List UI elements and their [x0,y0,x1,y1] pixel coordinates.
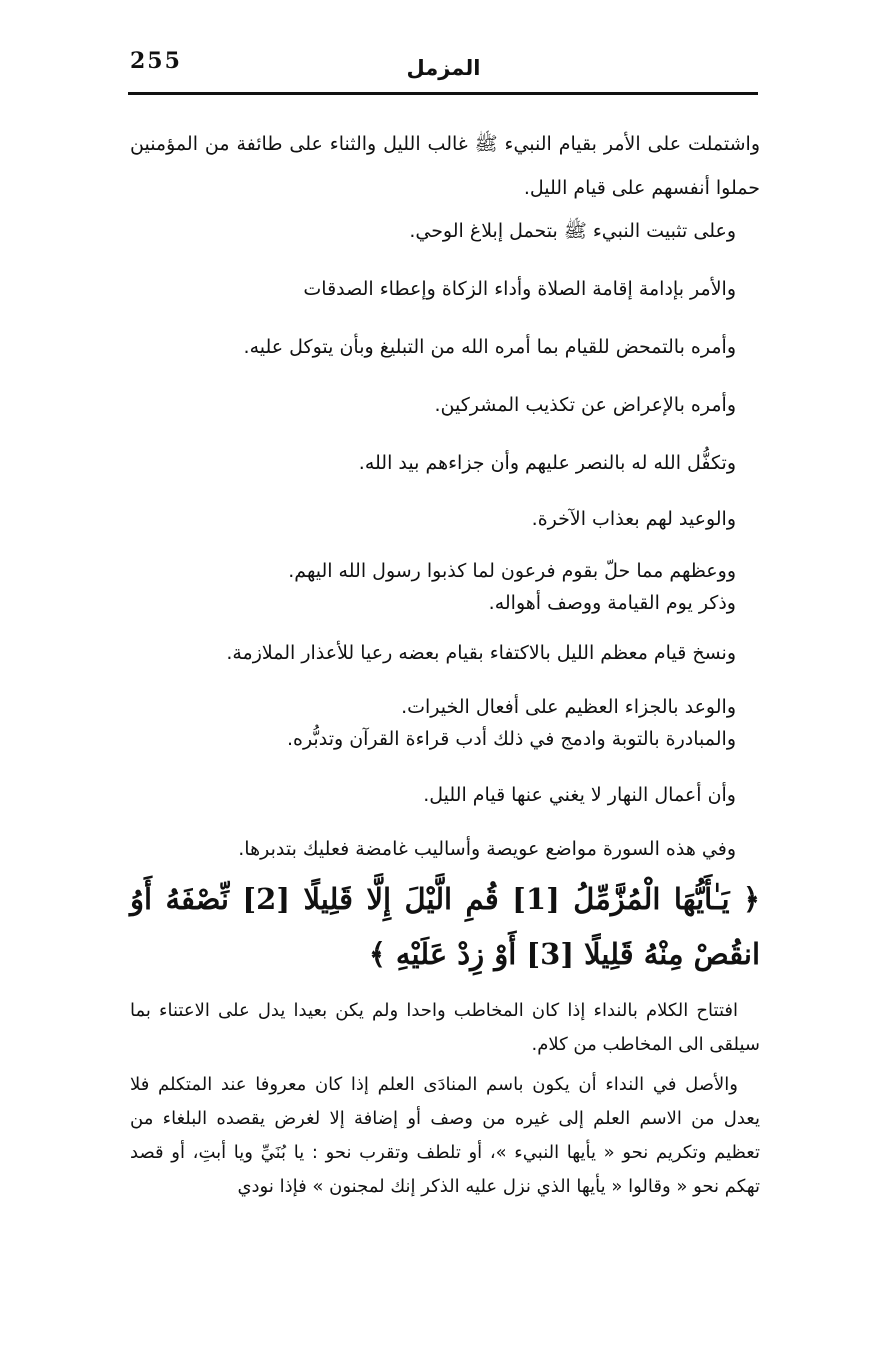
commentary-paragraph-1: افتتاح الكلام بالنداء إذا كان المخاطب واحدا ولم يكن بعيدا يدل على الاعتناء بما سيلقى الى المخاطب من كلام. [130,1000,760,1055]
page-header [0,0,887,100]
point-12: وأن أعمال النهار لا يغني عنها قيام الليل. [423,784,736,806]
quran-verse: ﴿ يَـٰأَيُّهَا الْمُزَّمِّلُ [1] قُمِ الَّيْلَ إِلَّا قَلِيلًا [2] نِّصْفَهُ أَوُ انقُصْ مِنْهُ قَلِيلًا [3] أَوْ زِدْ عَلَيْهِ ﴾ [130,882,760,971]
page-content [130,122,760,1204]
point-2: والأمر بإدامة إقامة الصلاة وأداء الزكاة وإعطاء الصدقات [303,278,736,300]
point-5: وتكفُّل الله له بالنصر عليهم وأن جزاءهم بيد الله. [358,452,736,474]
intro-paragraph: واشتملت على الأمر بقيام النبيء ﷺ غالب الليل والثناء على طائفة من المؤمنين حملوا أنفسهم على قيام الليل. [130,133,760,199]
header-rule [128,92,758,95]
point-4: وأمره بالإعراض عن تكذيب المشركين. [434,394,736,416]
running-title: المزمل [406,56,481,80]
point-6: والوعيد لهم بعذاب الآخرة. [531,508,736,530]
point-11: والمبادرة بالتوبة وادمج في ذلك أدب قراءة القرآن وتدبُّره. [286,728,736,750]
point-13: وفي هذه السورة مواضع عويصة وأساليب غامضة فعليك بتدبرها. [238,838,736,860]
point-10: والوعد بالجزاء العظيم على أفعال الخيرات. [401,696,736,718]
point-3: وأمره بالتمحض للقيام بما أمره الله من التبليغ وبأن يتوكل عليه. [243,336,736,358]
point-8: وذكر يوم القيامة ووصف أهواله. [488,592,736,614]
commentary-paragraph-2: والأصل في النداء أن يكون باسم المنادَى العلم إذا كان معروفا عند المتكلم فلا يعدل من الاسم العلم إلى غيره من وصف أو إضافة إلا لغرض يقصده البلغاء من تعظيم وتكريم نحو « يأيها النبيء »، أو تلطف وتقرب نحو : يا بُنَيِّ ويا أبتِ، أو قصد تهكم نحو « وقالوا « يأيها الذي نزل عليه الذكر إنك لمجنون » فإذا نودي [130,1074,760,1197]
point-7: ووعظهم مما حلّ بقوم فرعون لما كذبوا رسول الله اليهم. [288,560,736,582]
point-1: وعلى تثبيت النبيء ﷺ بتحمل إبلاغ الوحي. [409,220,736,242]
point-9: ونسخ قيام معظم الليل بالاكتفاء بقيام بعضه رعيا للأعذار الملازمة. [226,642,736,664]
page-number: 255 [130,48,182,74]
